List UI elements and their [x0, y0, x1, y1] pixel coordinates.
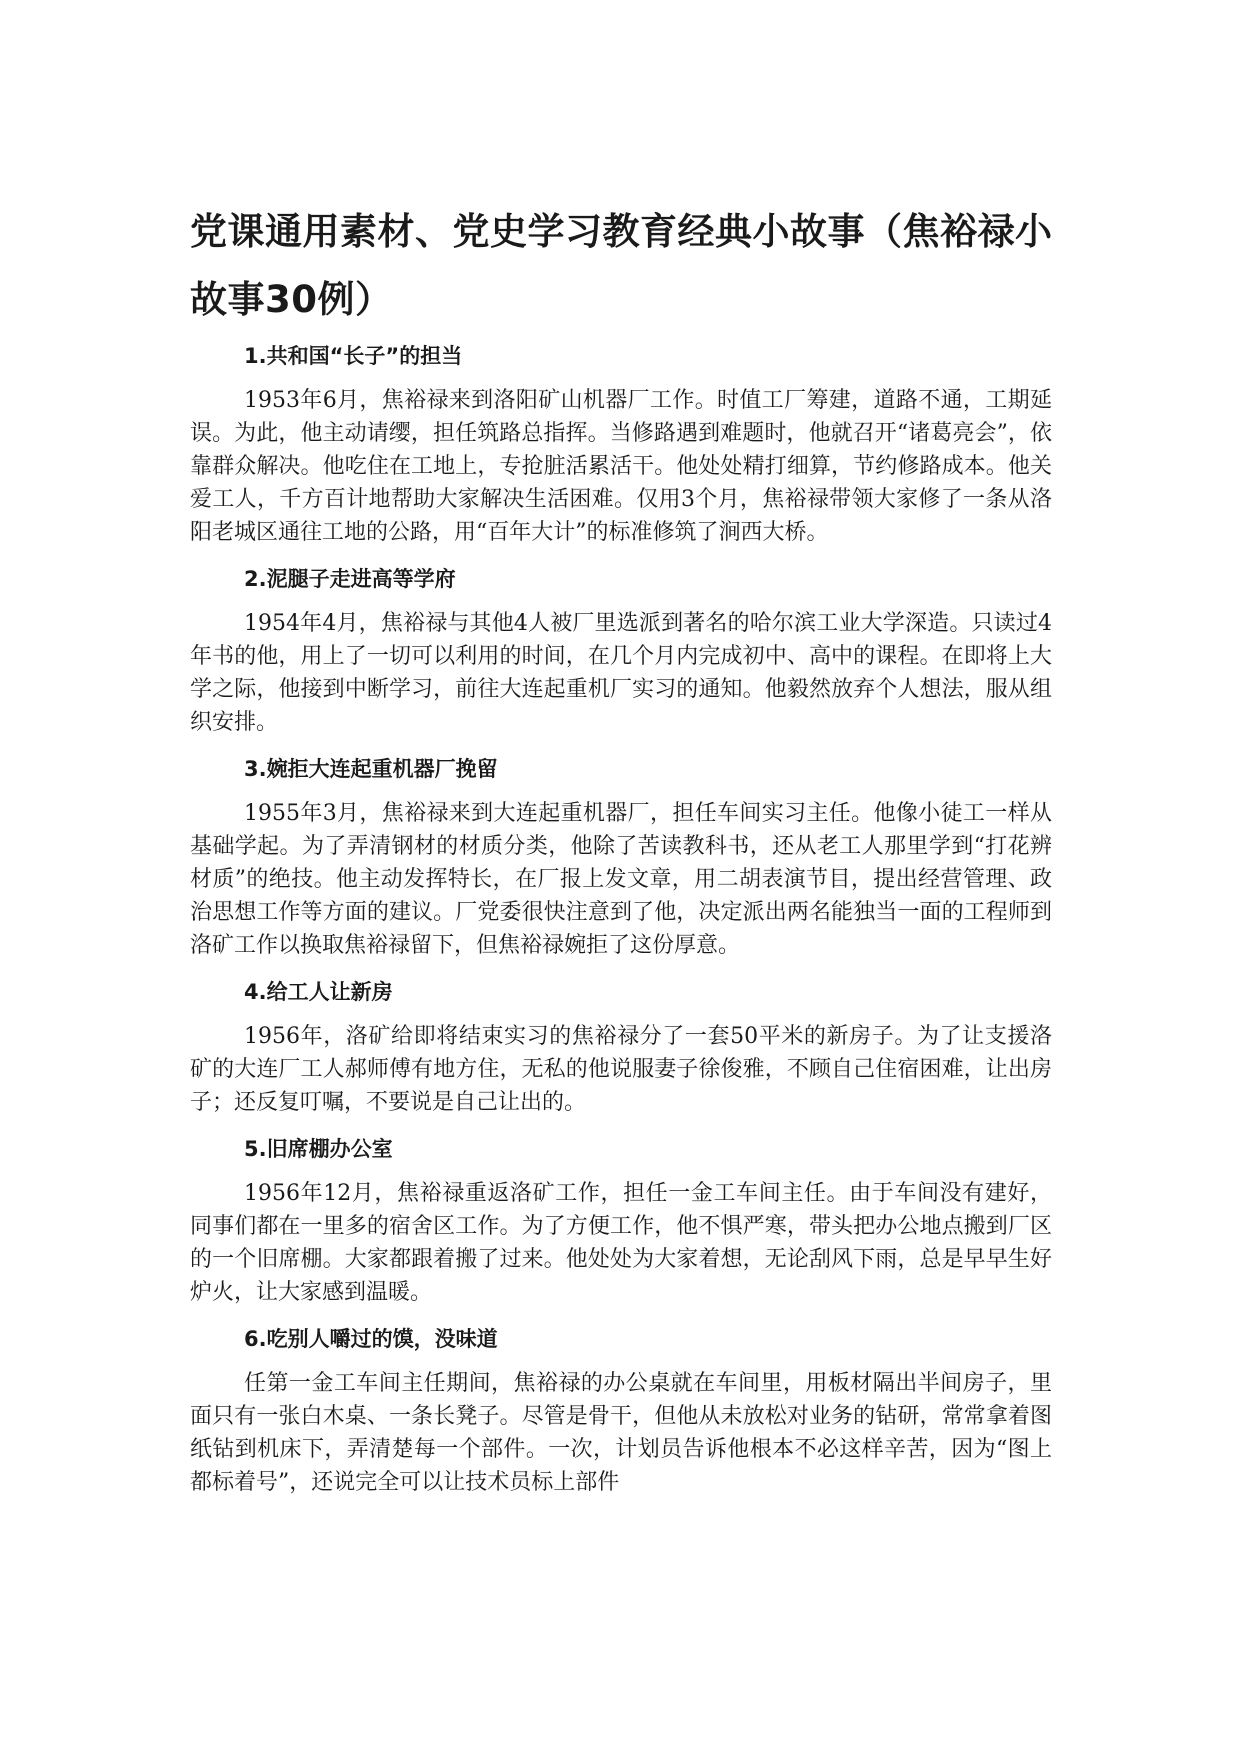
story-heading: 2.泥腿子走进高等学府: [244, 567, 456, 591]
story-heading: 1.共和国“长子”的担当: [244, 344, 463, 368]
story-heading: 5.旧席棚办公室: [244, 1137, 393, 1161]
story-section: [190, 340, 1052, 549]
story-paragraph: 1955年3月，焦裕禄来到大连起重机器厂，担任车间实习主任。他像小徒工一样从基础学起。为了弄清钢材的材质分类，他除了苦读教科书，还从老工人那里学到“打花辨材质”的绝技。他主动发挥特长，在厂报上发文章，用二胡表演节目，提出经营管理、政治思想工作等方面的建议。厂党委很快注意到了他，决定派出两名能独当一面的工程师到洛矿工作以换取焦裕禄留下，但焦裕禄婉拒了这份厚意。: [190, 801, 1052, 958]
story-paragraph: 任第一金工车间主任期间，焦裕禄的办公桌就在车间里，用板材隔出半间房子，里面只有一张白木桌、一条长凳子。尽管是骨干，但他从未放松对业务的钻研，常常拿着图纸钻到机床下，弄清楚每一个部件。一次，计划员告诉他根本不必这样辛苦，因为“图上都标着号”，还说完全可以让技术员标上部件: [190, 1371, 1052, 1495]
story-paragraph: 1956年12月，焦裕禄重返洛矿工作，担任一金工车间主任。由于车间没有建好，同事们都在一里多的宿舍区工作。为了方便工作，他不惧严寒，带头把办公地点搬到厂区的一个旧席棚。大家都跟着搬了过来。他处处为大家着想，无论刮风下雨，总是早早生好炉火，让大家感到温暖。: [190, 1181, 1052, 1305]
story-heading: 3.婉拒大连起重机器厂挽留: [244, 757, 498, 781]
story-section: [190, 753, 1052, 962]
story-section: [190, 1323, 1052, 1499]
document-content: [190, 340, 1052, 1513]
document-title: 党课通用素材、党史学习教育经典小故事（焦裕禄小故事30例）: [190, 210, 1053, 321]
story-heading: 4.给工人让新房: [244, 980, 393, 1004]
story-section: [190, 1133, 1052, 1309]
story-paragraph: 1953年6月，焦裕禄来到洛阳矿山机器厂工作。时值工厂筹建，道路不通，工期延误。为此，他主动请缨，担任筑路总指挥。当修路遇到难题时，他就召开“诸葛亮会”，依靠群众解决。他吃住在工地上，专抢脏活累活干。他处处精打细算，节约修路成本。他关爱工人，千方百计地帮助大家解决生活困难。仅用3个月，焦裕禄带领大家修了一条从洛阳老城区通往工地的公路，用“百年大计”的标准修筑了涧西大桥。: [190, 388, 1052, 545]
story-paragraph: 1954年4月，焦裕禄与其他4人被厂里选派到著名的哈尔滨工业大学深造。只读过4年书的他，用上了一切可以利用的时间，在几个月内完成初中、高中的课程。在即将上大学之际，他接到中断学习，前往大连起重机厂实习的通知。他毅然放弃个人想法，服从组织安排。: [190, 611, 1052, 735]
story-section: [190, 976, 1052, 1119]
story-heading: 6.吃别人嚼过的馍，没味道: [244, 1327, 498, 1351]
story-section: [190, 563, 1052, 739]
story-paragraph: 1956年，洛矿给即将结束实习的焦裕禄分了一套50平米的新房子。为了让支援洛矿的大连厂工人郝师傅有地方住，无私的他说服妻子徐俊雅，不顾自己住宿困难，让出房子；还反复叮嘱，不要说是自己让出的。: [190, 1024, 1052, 1115]
